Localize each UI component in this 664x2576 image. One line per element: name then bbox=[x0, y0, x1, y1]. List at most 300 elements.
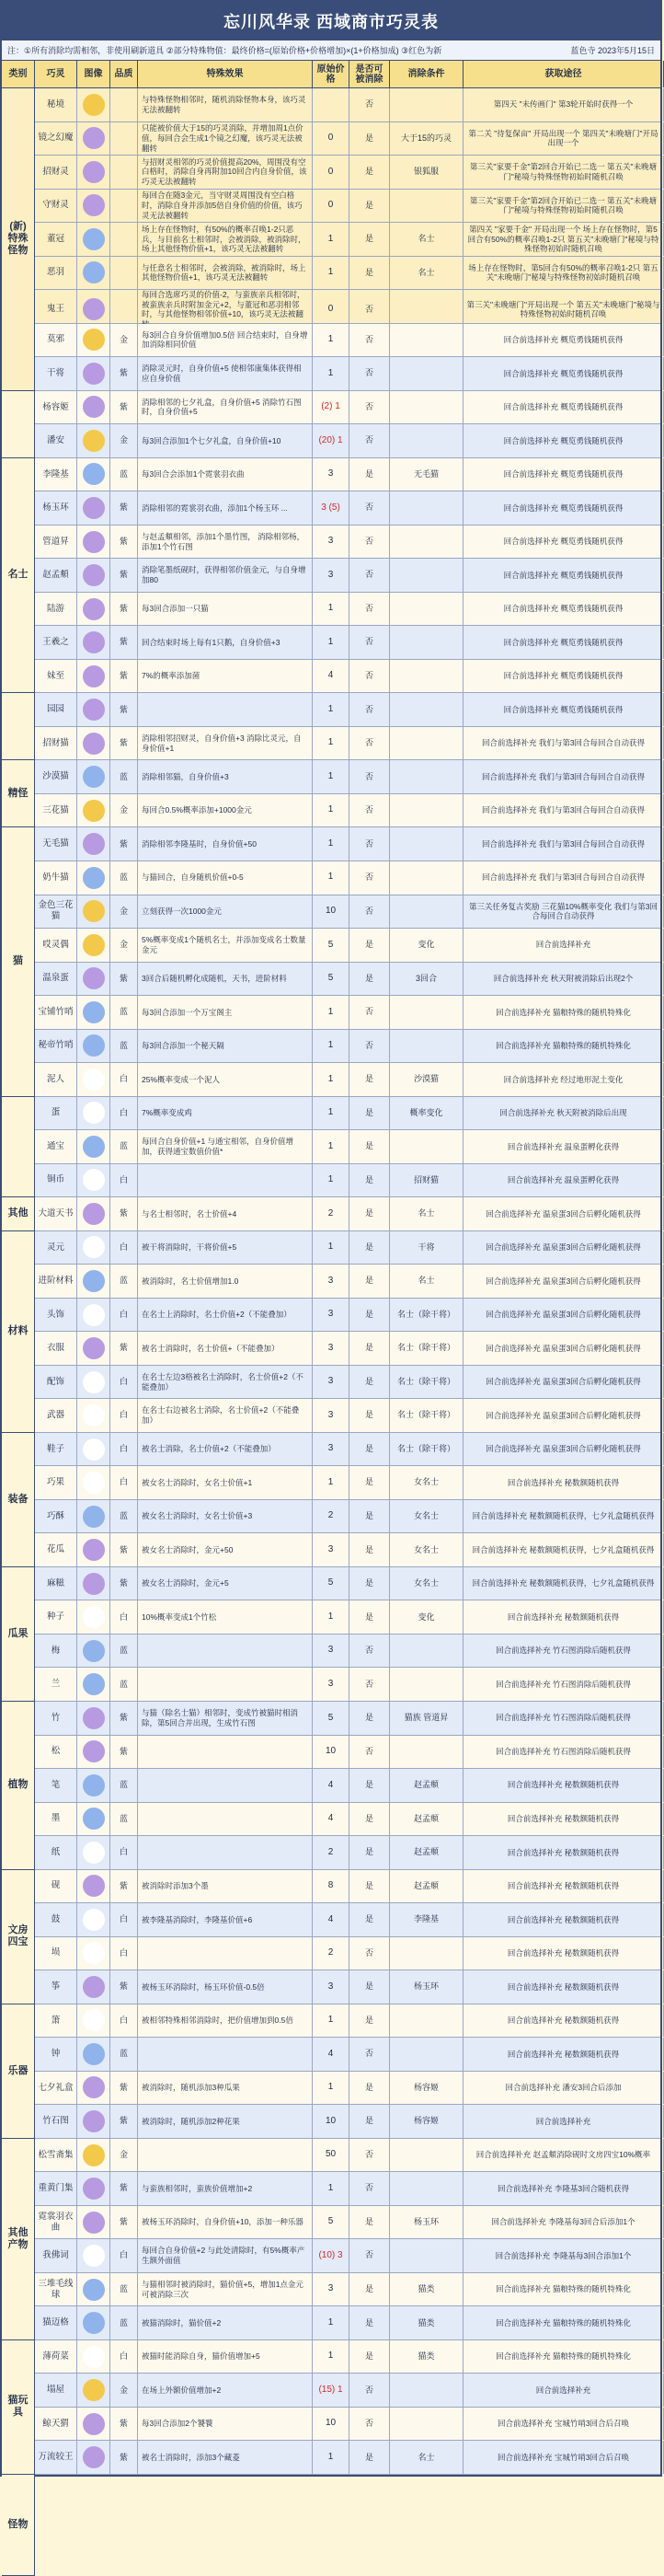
item-condition: 杨容姬 bbox=[390, 2105, 464, 2138]
item-name: 竹 bbox=[35, 1702, 77, 1735]
item-image bbox=[77, 1366, 110, 1399]
item-price: 2 bbox=[313, 1197, 349, 1230]
item-condition: 名士 bbox=[390, 1197, 464, 1230]
item-condition: 杨容姬 bbox=[390, 2072, 464, 2105]
item-source: 回合前选择补充 秘数额随机获得 bbox=[464, 1803, 664, 1836]
item-image bbox=[77, 1332, 110, 1365]
item-effect: 在名士右边被名士消除，名士价值+2（不能叠加） bbox=[138, 1399, 313, 1432]
item-quality: 紫 bbox=[110, 559, 138, 592]
item-name: 进阶材料 bbox=[35, 1265, 77, 1298]
item-icon bbox=[83, 2413, 105, 2435]
item-source: 回合前选择补充 宝城竹哨3回合后召唤 bbox=[464, 2441, 664, 2474]
item-price bbox=[313, 88, 349, 121]
item-removable: 否 bbox=[349, 727, 390, 760]
item-price: 3 bbox=[313, 1533, 349, 1566]
category-label: 瓜果 bbox=[2, 1567, 35, 1702]
item-condition: 赵孟頫 bbox=[390, 1870, 464, 1903]
item-price: 1 bbox=[313, 693, 349, 726]
item-name: 王羲之 bbox=[35, 626, 77, 659]
item-name: 砚 bbox=[35, 1870, 77, 1903]
item-removable: 是 bbox=[349, 1097, 390, 1130]
item-image bbox=[77, 727, 110, 760]
item-price: (2) 1 bbox=[313, 391, 349, 424]
item-quality: 紫 bbox=[110, 526, 138, 559]
item-name: 通宝 bbox=[35, 1130, 77, 1163]
item-quality: 白 bbox=[110, 1903, 138, 1936]
notes-bar bbox=[2, 40, 660, 61]
item-removable: 否 bbox=[349, 324, 390, 357]
item-condition: 女名士 bbox=[390, 1466, 464, 1499]
item-icon bbox=[83, 127, 105, 149]
table-row bbox=[35, 2105, 660, 2139]
table-row bbox=[35, 593, 660, 627]
item-quality: 白 bbox=[110, 1937, 138, 1970]
item-price: (10) 3 bbox=[313, 2239, 349, 2272]
item-effect: 每3回合添加2个饕餮 bbox=[138, 2408, 313, 2441]
item-condition bbox=[390, 391, 464, 424]
item-effect bbox=[138, 1836, 313, 1869]
item-name: 墨 bbox=[35, 1803, 77, 1836]
item-icon bbox=[83, 2009, 105, 2031]
item-icon bbox=[83, 2110, 105, 2132]
table-row bbox=[35, 1063, 660, 1097]
item-image bbox=[77, 1399, 110, 1432]
item-removable: 是 bbox=[349, 2441, 390, 2474]
item-quality: 蓝 bbox=[110, 1769, 138, 1802]
table-row bbox=[35, 2072, 660, 2106]
item-price: 1 bbox=[313, 2004, 349, 2038]
item-name: 种子 bbox=[35, 1600, 77, 1634]
item-source: 场上存在怪物时，第5回合有50%的概率召唤1-2只 第五关"未晚塘门"秘境与特殊怪物初始时随机召唤 bbox=[464, 257, 664, 290]
item-quality: 紫 bbox=[110, 1870, 138, 1903]
table-row bbox=[35, 1332, 660, 1366]
item-price: 3 (5) bbox=[313, 491, 349, 525]
item-image bbox=[77, 491, 110, 525]
table-row bbox=[35, 458, 660, 492]
item-condition: 名士 bbox=[390, 2441, 464, 2474]
item-source: 回合前选择补充 温泉蛋3回合后孵化随机获得 bbox=[464, 1299, 664, 1332]
item-icon bbox=[83, 2076, 105, 2098]
item-name: 哎灵偶 bbox=[35, 929, 77, 962]
item-image bbox=[77, 2408, 110, 2441]
item-image bbox=[77, 2441, 110, 2474]
item-name: 巧果 bbox=[35, 1466, 77, 1499]
item-condition bbox=[390, 526, 464, 559]
item-removable: 否 bbox=[349, 895, 390, 929]
item-condition: 无毛猫 bbox=[390, 458, 464, 491]
item-icon bbox=[83, 1506, 105, 1528]
item-image bbox=[77, 1231, 110, 1265]
item-condition bbox=[390, 1668, 464, 1701]
item-removable: 是 bbox=[349, 2340, 390, 2374]
item-quality: 紫 bbox=[110, 2072, 138, 2105]
item-image bbox=[77, 861, 110, 895]
item-price: 5 bbox=[313, 1702, 349, 1735]
table-row bbox=[35, 1836, 660, 1870]
item-effect: 5%概率变成1个随机名士，并添加变成名士数量金元 bbox=[138, 929, 313, 962]
item-effect: 在名士上消除时，名士价值+2（不能叠加） bbox=[138, 1299, 313, 1332]
category-label bbox=[2, 693, 35, 760]
item-condition bbox=[390, 693, 464, 726]
item-icon bbox=[83, 1034, 105, 1057]
item-removable: 是 bbox=[349, 1500, 390, 1533]
table-row bbox=[35, 626, 660, 660]
item-image bbox=[77, 1299, 110, 1332]
item-removable: 是 bbox=[349, 1466, 390, 1499]
item-source: 回合前选择补充 温泉蛋3回合后孵化随机获得 bbox=[464, 1399, 664, 1432]
item-price: 1 bbox=[313, 996, 349, 1029]
item-quality: 紫 bbox=[110, 2172, 138, 2205]
item-price: 2 bbox=[313, 1500, 349, 1533]
item-condition: 名士（除干将） bbox=[390, 1366, 464, 1399]
item-effect: 每3回合会添加1个霓裳羽衣曲 bbox=[138, 458, 313, 491]
item-effect: 每回合选席巧灵的价值-2，与蛮族亲兵相邻时，被蛮族亲兵时附加金元+2，与董冠和恶羽相邻时，与其他怪物相邻价值+10，该巧灵无法被翻 bbox=[138, 290, 313, 329]
item-name: 杨玉环 bbox=[35, 491, 77, 525]
table-row bbox=[35, 1702, 660, 1736]
item-quality: 紫 bbox=[110, 1533, 138, 1566]
item-quality: 金 bbox=[110, 929, 138, 962]
item-source: 回合前选择补充 我们与第3回合每回合自动获得 bbox=[464, 760, 664, 793]
table-row bbox=[35, 2374, 660, 2408]
item-icon bbox=[83, 161, 105, 183]
item-removable: 否 bbox=[349, 526, 390, 559]
table-row bbox=[35, 1567, 660, 1601]
category-label: 精怪 bbox=[2, 760, 35, 827]
item-source: 回合前选择补充 概览勇钱随机获得 bbox=[464, 593, 664, 626]
item-quality: 紫 bbox=[110, 2206, 138, 2239]
item-image bbox=[77, 2139, 110, 2172]
item-icon bbox=[83, 1707, 105, 1729]
item-price: 1 bbox=[313, 324, 349, 357]
item-name: 泥人 bbox=[35, 1063, 77, 1096]
item-image bbox=[77, 190, 110, 223]
item-condition bbox=[390, 491, 464, 525]
item-icon bbox=[83, 1236, 105, 1258]
item-effect: 在场上外额价值增加+2 bbox=[138, 2374, 313, 2407]
item-condition bbox=[390, 996, 464, 1029]
item-condition: 猫类 bbox=[390, 2340, 464, 2374]
item-effect: 7%概率变成鸡 bbox=[138, 1097, 313, 1130]
category-label: 名士 bbox=[2, 458, 35, 694]
item-image bbox=[77, 1702, 110, 1735]
item-source: 回合前选择补充 经过地形泥土变化 bbox=[464, 1063, 664, 1096]
item-name: 镜之幻魔 bbox=[35, 122, 77, 156]
item-image bbox=[77, 122, 110, 156]
item-icon bbox=[83, 1304, 105, 1326]
item-icon bbox=[83, 699, 105, 721]
item-image bbox=[77, 2172, 110, 2205]
item-removable: 是 bbox=[349, 1533, 390, 1566]
item-condition bbox=[390, 2374, 464, 2407]
item-icon bbox=[83, 261, 105, 283]
item-icon bbox=[83, 766, 105, 788]
item-quality: 蓝 bbox=[110, 1803, 138, 1836]
item-name: 三花猫 bbox=[35, 794, 77, 827]
item-icon bbox=[83, 2279, 105, 2301]
item-name: 钟 bbox=[35, 2038, 77, 2071]
item-effect: 每3回合添加1个七夕礼盒，自身价值+10 bbox=[138, 424, 313, 457]
table-row bbox=[35, 2408, 660, 2442]
category-label: 乐器 bbox=[2, 2004, 35, 2139]
item-source: 回合前选择补充 秘数额随机获得 bbox=[464, 1769, 664, 1802]
item-effect: 与猫（除名士猫）相邻时，变成竹被猫时相消除，第5回合并出现，生成竹石图 bbox=[138, 1702, 313, 1735]
item-quality: 蓝 bbox=[110, 1500, 138, 1533]
item-source: 回合前选择补充 bbox=[464, 2374, 664, 2407]
item-removable: 是 bbox=[349, 1803, 390, 1836]
item-condition: 沙漠猫 bbox=[390, 1063, 464, 1096]
item-effect: 在名士左边3格被名士消除时，名士价值+2（不能叠加） bbox=[138, 1366, 313, 1399]
item-price: 3 bbox=[313, 1265, 349, 1298]
table-row bbox=[35, 1937, 660, 1971]
item-price: 1 bbox=[313, 1600, 349, 1634]
item-condition bbox=[390, 1635, 464, 1668]
item-removable: 否 bbox=[349, 2172, 390, 2205]
item-removable: 是 bbox=[349, 1366, 390, 1399]
item-quality: 紫 bbox=[110, 660, 138, 693]
item-removable: 否 bbox=[349, 290, 390, 329]
item-name: 霓裳羽衣曲 bbox=[35, 2206, 77, 2239]
item-source: 回合前选择补充 概览勇钱随机获得 bbox=[464, 391, 664, 424]
item-source: 回合前选择补充 秘数额随机获得 bbox=[464, 1937, 664, 1970]
item-icon bbox=[83, 1136, 105, 1158]
item-price: 1 bbox=[313, 357, 349, 390]
item-image bbox=[77, 424, 110, 457]
item-name: 配饰 bbox=[35, 1366, 77, 1399]
item-condition bbox=[390, 1736, 464, 1769]
item-effect: 消除相邻猫，自身价值+3 bbox=[138, 760, 313, 793]
item-name: 鞋子 bbox=[35, 1433, 77, 1466]
item-quality: 金 bbox=[110, 895, 138, 929]
item-removable: 是 bbox=[349, 1567, 390, 1600]
item-price: 3 bbox=[313, 1668, 349, 1701]
item-source: 回合前选择补充 概览勇钱随机获得 bbox=[464, 526, 664, 559]
item-effect: 与名士相邻时，名士价值+4 bbox=[138, 1197, 313, 1230]
item-source: 回合前选择补充 猫粮特殊的随机特殊化 bbox=[464, 2306, 664, 2339]
table-row bbox=[35, 760, 660, 794]
header-cell: 原始价格 bbox=[313, 61, 349, 87]
item-name: 衣服 bbox=[35, 1332, 77, 1365]
item-name: 灵元 bbox=[35, 1231, 77, 1265]
item-source: 回合前选择补充 秘数额随机获得 bbox=[464, 1903, 664, 1936]
item-effect: 消除笔墨纸砚时，获得相邻价值金元，与自身增加80 bbox=[138, 559, 313, 592]
item-source: 回合前选择补充 概览勇钱随机获得 bbox=[464, 626, 664, 659]
table-row bbox=[35, 861, 660, 895]
table-row bbox=[35, 1097, 660, 1131]
date-stamp: 蓝色寺 2023年5月15日 bbox=[570, 46, 655, 55]
item-source: 第三关"家要千金"第2回合开始已二选一 第五关"未晚塘门"秘境与特殊怪物初始时随机召唤 bbox=[464, 156, 664, 189]
item-icon bbox=[83, 1001, 105, 1023]
notes-text: 注：①所有消除均需相邻，非使用刷新道具 ②部分特殊物值：最终价格=(原始价格+价格增加)×(1+价格加成) ③红色为新 bbox=[7, 46, 442, 55]
item-image bbox=[77, 2004, 110, 2038]
item-quality: 金 bbox=[110, 794, 138, 827]
item-image bbox=[77, 626, 110, 659]
item-condition: 名士（除干将） bbox=[390, 1433, 464, 1466]
item-price: 3 bbox=[313, 458, 349, 491]
item-image bbox=[77, 1567, 110, 1600]
item-image bbox=[77, 2340, 110, 2374]
item-name: 沙漠猫 bbox=[35, 760, 77, 793]
item-name: 干将 bbox=[35, 357, 77, 390]
header-cell: 图像 bbox=[77, 61, 110, 87]
item-icon bbox=[83, 1808, 105, 1830]
table-row bbox=[35, 1500, 660, 1534]
item-effect: 消除相邻的霓裳羽衣曲，添加1个杨玉环 ... bbox=[138, 491, 313, 525]
table-row bbox=[35, 257, 660, 291]
table-row bbox=[35, 424, 660, 458]
item-source: 回合前选择补充 李隆基每3回合添加1个 bbox=[464, 2239, 664, 2272]
header-cell: 类别 bbox=[2, 61, 35, 87]
item-removable: 否 bbox=[349, 996, 390, 1029]
item-price: 3 bbox=[313, 2273, 349, 2306]
item-effect: 被猫时能消除自身，猫价值增加+5 bbox=[138, 2340, 313, 2374]
item-source: 回合前选择补充 秘数额随机获得 bbox=[464, 1600, 664, 1634]
item-name: 铜币 bbox=[35, 1164, 77, 1197]
item-icon bbox=[83, 2177, 105, 2200]
item-removable: 是 bbox=[349, 1130, 390, 1163]
item-name: 麻糍 bbox=[35, 1567, 77, 1600]
item-removable: 是 bbox=[349, 1197, 390, 1230]
item-name: 兰 bbox=[35, 1668, 77, 1701]
table-row bbox=[35, 1600, 660, 1635]
item-image bbox=[77, 2239, 110, 2272]
item-price: 1 bbox=[313, 257, 349, 290]
item-condition bbox=[390, 794, 464, 827]
item-name: 埙 bbox=[35, 1937, 77, 1970]
item-source: 第三关"未晚塘门"开局出现一个 第五关"未晚塘门"秘境与特殊怪物初始时随机召唤 bbox=[464, 290, 664, 329]
item-quality: 白 bbox=[110, 1231, 138, 1265]
table-row bbox=[35, 1366, 660, 1400]
item-condition: 概率变化 bbox=[390, 1097, 464, 1130]
item-quality: 蓝 bbox=[110, 2306, 138, 2339]
table-row bbox=[35, 794, 660, 828]
item-condition: 女名士 bbox=[390, 1533, 464, 1566]
item-removable: 是 bbox=[349, 2306, 390, 2339]
item-name: 杨容姬 bbox=[35, 391, 77, 424]
item-price: 1 bbox=[313, 760, 349, 793]
item-price: 5 bbox=[313, 963, 349, 996]
item-name: 七夕礼盒 bbox=[35, 2072, 77, 2105]
item-image bbox=[77, 1097, 110, 1130]
item-price: 1 bbox=[313, 1130, 349, 1163]
item-image bbox=[77, 1870, 110, 1903]
item-condition: 3回合 bbox=[390, 963, 464, 996]
item-quality: 蓝 bbox=[110, 1130, 138, 1163]
item-image bbox=[77, 2072, 110, 2105]
item-name: 招财猫 bbox=[35, 727, 77, 760]
item-condition: 赵孟頫 bbox=[390, 1769, 464, 1802]
item-removable: 是 bbox=[349, 2206, 390, 2239]
item-condition bbox=[390, 895, 464, 929]
table-row bbox=[35, 1130, 660, 1164]
item-effect: 被干将消除时，干将价值+5 bbox=[138, 1231, 313, 1265]
item-image bbox=[77, 693, 110, 726]
item-source: 回合前选择补充 猫粮特殊的随机特殊化 bbox=[464, 2273, 664, 2306]
item-source: 回合前选择补充 猫粮特殊的随机特殊化 bbox=[464, 996, 664, 1029]
item-image bbox=[77, 391, 110, 424]
item-price: 1 bbox=[313, 2306, 349, 2339]
item-effect: 消除相邻招财灵，自身价值+3 消除比灵元，自身价值+1 bbox=[138, 727, 313, 760]
item-price: 1 bbox=[313, 2340, 349, 2374]
category-label: 怪物 bbox=[2, 2475, 35, 2576]
item-icon bbox=[83, 497, 105, 519]
item-price: 4 bbox=[313, 2038, 349, 2071]
item-image bbox=[77, 1736, 110, 1769]
table-row bbox=[35, 2172, 660, 2206]
item-quality: 白 bbox=[110, 1433, 138, 1466]
table-row bbox=[35, 1265, 660, 1299]
item-icon bbox=[83, 363, 105, 385]
item-price: 2 bbox=[313, 1937, 349, 1970]
item-name: 秘境 bbox=[35, 88, 77, 121]
table-row bbox=[35, 1903, 660, 1937]
item-source: 回合前选择补充 bbox=[464, 2105, 664, 2138]
item-condition bbox=[390, 88, 464, 121]
item-effect: 立刻获得一次1000金元 bbox=[138, 895, 313, 929]
item-condition: 杨玉环 bbox=[390, 1970, 464, 2004]
table-row bbox=[35, 156, 660, 190]
item-icon bbox=[83, 430, 105, 452]
item-name: 松雪斋集 bbox=[35, 2139, 77, 2172]
item-quality: 紫 bbox=[110, 1702, 138, 1735]
item-image bbox=[77, 996, 110, 1029]
item-image bbox=[77, 1500, 110, 1533]
item-effect bbox=[138, 1635, 313, 1668]
item-price: 1 bbox=[313, 727, 349, 760]
item-price: 1 bbox=[313, 626, 349, 659]
item-removable: 否 bbox=[349, 424, 390, 457]
item-image bbox=[77, 1433, 110, 1466]
item-icon bbox=[83, 934, 105, 956]
item-effect: 每回合自身价值+2 与此处清除时，有5%概率产生额外面值 bbox=[138, 2239, 313, 2272]
item-price: 10 bbox=[313, 1736, 349, 1769]
item-quality: 白 bbox=[110, 2239, 138, 2272]
item-price: 3 bbox=[313, 526, 349, 559]
item-source: 回合前选择补充 秋天附被消除后出现 bbox=[464, 1097, 664, 1130]
item-name: 李隆基 bbox=[35, 458, 77, 491]
item-price: 0 bbox=[313, 190, 349, 223]
item-effect: 与任意名士相邻时，会被消除，被消除时，场上其他怪物价值+1，该巧灵无法被翻转 bbox=[138, 257, 313, 290]
item-removable: 否 bbox=[349, 626, 390, 659]
item-name: 竹石图 bbox=[35, 2105, 77, 2138]
item-removable: 是 bbox=[349, 1702, 390, 1735]
item-source: 回合前选择补充 秘数额随机获得 bbox=[464, 1466, 664, 1499]
item-effect: 每3回合添加一个万宝阁主 bbox=[138, 996, 313, 1029]
item-condition bbox=[390, 2004, 464, 2038]
item-removable: 是 bbox=[349, 1164, 390, 1197]
item-image bbox=[77, 2206, 110, 2239]
item-removable: 是 bbox=[349, 2273, 390, 2306]
item-condition bbox=[390, 2038, 464, 2071]
item-removable: 是 bbox=[349, 257, 390, 290]
item-source: 回合前选择补充 李隆基每3回合后添加1个 bbox=[464, 2206, 664, 2239]
item-icon bbox=[83, 94, 105, 116]
item-source: 回合前选择补充 温泉蛋3回合后孵化随机获得 bbox=[464, 1366, 664, 1399]
table-row bbox=[35, 693, 660, 727]
item-icon bbox=[83, 1539, 105, 1561]
header-cell: 是否可被消除 bbox=[349, 61, 390, 87]
item-effect: 被名士消除，名士价值+2（不能叠加） bbox=[138, 1433, 313, 1466]
item-icon bbox=[83, 1102, 105, 1124]
item-source: 回合前选择补充 概览勇钱随机获得 bbox=[464, 693, 664, 726]
item-price: 4 bbox=[313, 1769, 349, 1802]
item-price: 5 bbox=[313, 929, 349, 962]
item-image bbox=[77, 794, 110, 827]
item-quality: 白 bbox=[110, 1366, 138, 1399]
table-row bbox=[35, 1030, 660, 1064]
item-source: 回合前选择补充 概览勇钱随机获得 bbox=[464, 424, 664, 457]
item-icon bbox=[83, 2245, 105, 2267]
item-effect: 被杨玉环消除时，自身价值+10，添加一种乐器 bbox=[138, 2206, 313, 2239]
